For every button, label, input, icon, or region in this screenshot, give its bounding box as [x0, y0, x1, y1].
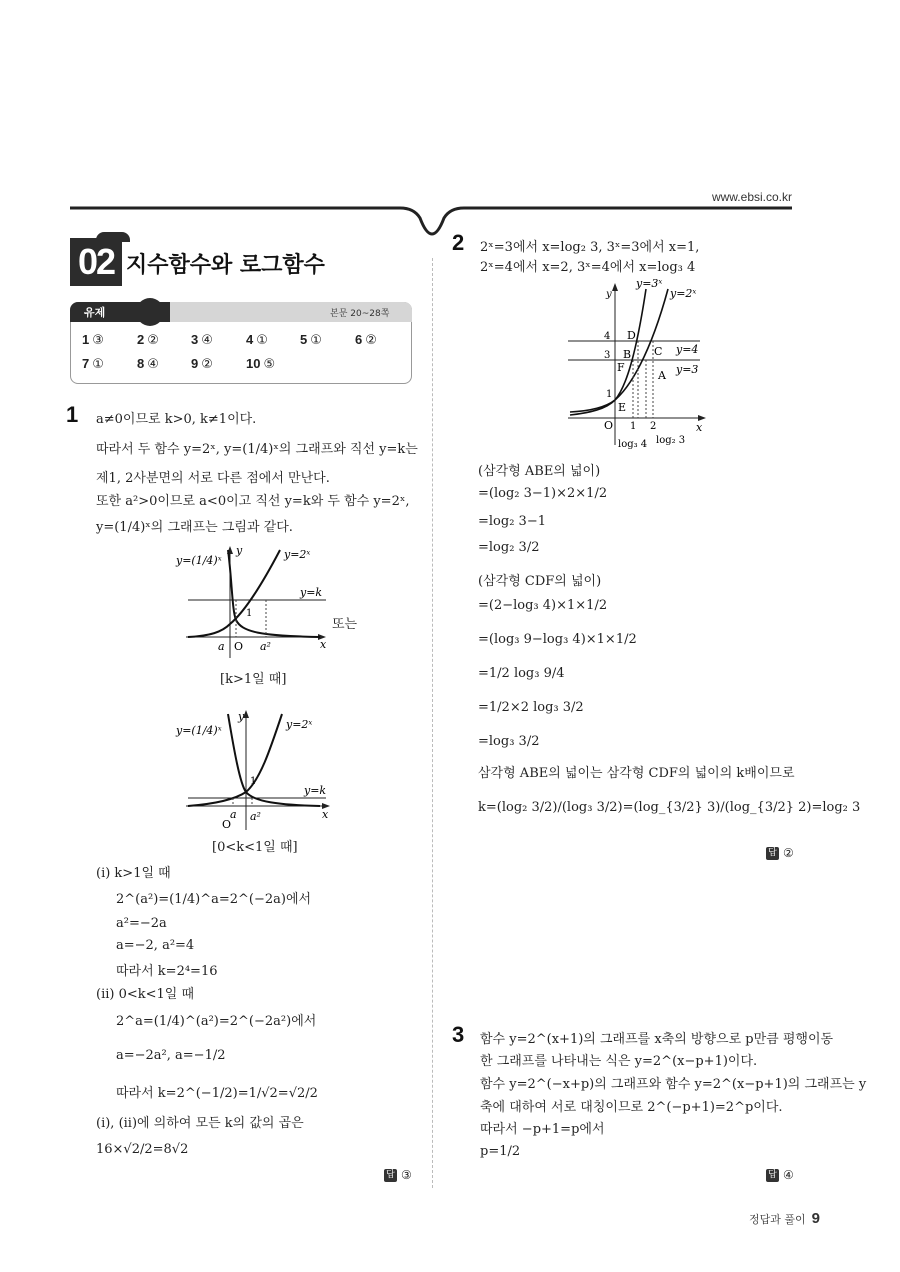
svg-text:log₃ 4: log₃ 4 [618, 439, 648, 450]
svg-text:y=(1/4)ˣ: y=(1/4)ˣ [176, 554, 222, 567]
svg-text:F: F [617, 361, 625, 374]
svg-text:a²: a² [260, 640, 271, 653]
answer-item: 4 ① [246, 332, 268, 348]
graph-k-greater-1 [170, 540, 370, 670]
svg-text:4: 4 [604, 331, 611, 342]
header-rule [0, 0, 900, 270]
answer-item: 5 ① [300, 332, 322, 348]
svg-text:E: E [618, 401, 627, 414]
svg-text:y=(1/4)ˣ: y=(1/4)ˣ [176, 724, 222, 737]
solution-line: =1/2×2 log₃ 3/2 [478, 700, 584, 715]
problem2-line: 2ˣ=3에서 x=log₂ 3, 3ˣ=3에서 x=1, [480, 240, 700, 255]
svg-text:x: x [696, 421, 703, 434]
svg-text:y: y [236, 544, 243, 557]
svg-text:O: O [604, 419, 614, 432]
answer-mark: 답 ② [766, 846, 794, 860]
solution-line: a=−2a², a=−1/2 [116, 1048, 226, 1063]
solution-line: =log₃ 3/2 [478, 734, 540, 749]
svg-text:a: a [230, 808, 237, 821]
svg-text:a²: a² [250, 810, 261, 823]
svg-text:C: C [654, 345, 663, 358]
solution-line: 삼각형 ABE의 넓이는 삼각형 CDF의 넓이의 k배이므로 [478, 766, 795, 781]
problem3-line: 따라서 −p+1=p에서 [480, 1122, 605, 1137]
problem1-line: y=(1/4)ˣ의 그래프는 그림과 같다. [96, 520, 293, 535]
svg-text:x: x [320, 638, 327, 651]
solution-line: (i), (ii)에 의하여 모든 k의 값의 곱은 [96, 1116, 304, 1131]
solution-line: a=−2, a²=4 [116, 938, 195, 953]
svg-text:A: A [658, 369, 666, 382]
solution-line: =(log₂ 3−1)×2×1/2 [478, 486, 608, 501]
svg-text:a: a [218, 640, 225, 653]
svg-text:3: 3 [604, 350, 611, 361]
problem1-line: 따라서 두 함수 y=2ˣ, y=(1/4)ˣ의 그래프와 직선 y=k는 [96, 442, 418, 457]
svg-text:y=k: y=k [300, 586, 323, 599]
answer-mark: 답 ④ [766, 1168, 794, 1182]
answer-icon: 답 [766, 1169, 779, 1182]
answer-item: 7 ① [82, 356, 104, 372]
problem1-line: 제1, 2사분면의 서로 다른 점에서 만난다. [96, 471, 330, 486]
graph-caption: [k>1일 때] [220, 672, 287, 687]
answer-item: 1 ③ [82, 332, 104, 348]
graph-caption: [0<k<1일 때] [212, 840, 298, 855]
graph-problem2 [560, 275, 730, 455]
solution-line: k=(log₂ 3/2)/(log₃ 3/2)=(log_{3/2} 3)/(log_{3/2} 2)=log₂ 3 [478, 800, 861, 815]
chapter-title: 지수함수와 로그함수 [126, 253, 325, 278]
svg-text:y=2ˣ: y=2ˣ [286, 718, 313, 731]
problem3-line: 축에 대하여 서로 대칭이므로 2^(−p+1)=2^p이다. [480, 1100, 783, 1115]
answer-item: 3 ④ [191, 332, 213, 348]
solution-line: a²=−2a [116, 916, 167, 931]
page-number: 9 [811, 1210, 820, 1227]
svg-text:log₂ 3: log₂ 3 [656, 435, 686, 446]
svg-text:y=k: y=k [304, 784, 327, 797]
problem3-line: p=1/2 [480, 1144, 521, 1159]
answer-icon: 답 [384, 1169, 397, 1182]
svg-text:1: 1 [250, 776, 257, 787]
svg-text:x: x [322, 808, 329, 821]
problem3-line: 함수 y=2^(−x+p)의 그래프와 함수 y=2^(x−p+1)의 그래프는 y [480, 1077, 867, 1092]
svg-text:1: 1 [246, 608, 253, 619]
svg-text:y=2ˣ: y=2ˣ [670, 287, 697, 300]
svg-text:y=2ˣ: y=2ˣ [284, 548, 311, 561]
chapter-number-badge: 02 [70, 238, 122, 286]
solution-line: =log₂ 3/2 [478, 540, 540, 555]
solution-line: 2^(a²)=(1/4)^a=2^(−2a)에서 [116, 892, 312, 907]
column-divider [432, 258, 433, 1188]
solution-line: (삼각형 CDF의 넓이) [478, 574, 602, 589]
answer-item: 10 ⑤ [246, 356, 276, 372]
answer-box-label: 유제 [84, 306, 106, 319]
svg-text:2: 2 [650, 421, 657, 432]
solution-line: (i) k>1일 때 [96, 866, 171, 881]
svg-text:y=3ˣ: y=3ˣ [636, 277, 663, 290]
problem-number: 2 [452, 230, 465, 255]
answer-item: 6 ② [355, 332, 377, 348]
answer-icon: 답 [766, 847, 779, 860]
solution-line: =1/2 log₃ 9/4 [478, 666, 565, 681]
problem1-line: 또한 a²>0이므로 a<0이고 직선 y=k와 두 함수 y=2ˣ, [96, 494, 410, 509]
solution-line: =(log₃ 9−log₃ 4)×1×1/2 [478, 632, 637, 647]
problem3-line: 함수 y=2^(x+1)의 그래프를 x축의 방향으로 p만큼 평행이동 [480, 1032, 834, 1047]
answer-item: 9 ② [191, 356, 213, 372]
svg-text:O: O [222, 818, 232, 831]
problem-number: 3 [452, 1022, 465, 1047]
answer-box-knob [136, 298, 164, 326]
answer-box-reference: 본문 20~28쪽 [330, 309, 390, 319]
svg-text:y=4: y=4 [676, 343, 699, 356]
svg-text:D: D [627, 329, 636, 342]
site-url: www.ebsi.co.kr [711, 190, 792, 204]
solution-line: (삼각형 ABE의 넓이) [478, 464, 601, 479]
solution-line: (ii) 0<k<1일 때 [96, 987, 195, 1002]
svg-text:y: y [238, 710, 245, 723]
solution-line: =log₂ 3−1 [478, 514, 546, 529]
svg-text:y=3: y=3 [676, 363, 699, 376]
svg-text:O: O [234, 640, 244, 653]
problem1-line: a≠0이므로 k>0, k≠1이다. [96, 412, 257, 427]
solution-line: 따라서 k=2⁴=16 [116, 964, 218, 979]
svg-text:1: 1 [630, 421, 637, 432]
answer-item: 8 ④ [137, 356, 159, 372]
svg-text:B: B [623, 348, 632, 361]
answer-item: 2 ② [137, 332, 159, 348]
page-footer [749, 1210, 820, 1227]
svg-text:y: y [606, 289, 612, 300]
problem3-line: 한 그래프를 나타내는 식은 y=2^(x−p+1)이다. [480, 1054, 758, 1069]
solution-line: 2^a=(1/4)^(a²)=2^(−2a²)에서 [116, 1014, 317, 1029]
problem-number: 1 [66, 402, 79, 427]
solution-line: =(2−log₃ 4)×1×1/2 [478, 598, 608, 613]
svg-text:1: 1 [606, 389, 613, 400]
answer-mark: 답 ③ [384, 1168, 412, 1182]
side-note: 또는 [332, 617, 358, 632]
solution-line: 따라서 k=2^(−1/2)=1/√2=√2/2 [116, 1086, 318, 1101]
footer-label: 정답과 풀이 [749, 1213, 806, 1226]
problem2-line: 2ˣ=4에서 x=2, 3ˣ=4에서 x=log₃ 4 [480, 260, 696, 275]
solution-line: 16×√2/2=8√2 [96, 1142, 189, 1157]
graph-k-between-0-1 [170, 700, 370, 840]
